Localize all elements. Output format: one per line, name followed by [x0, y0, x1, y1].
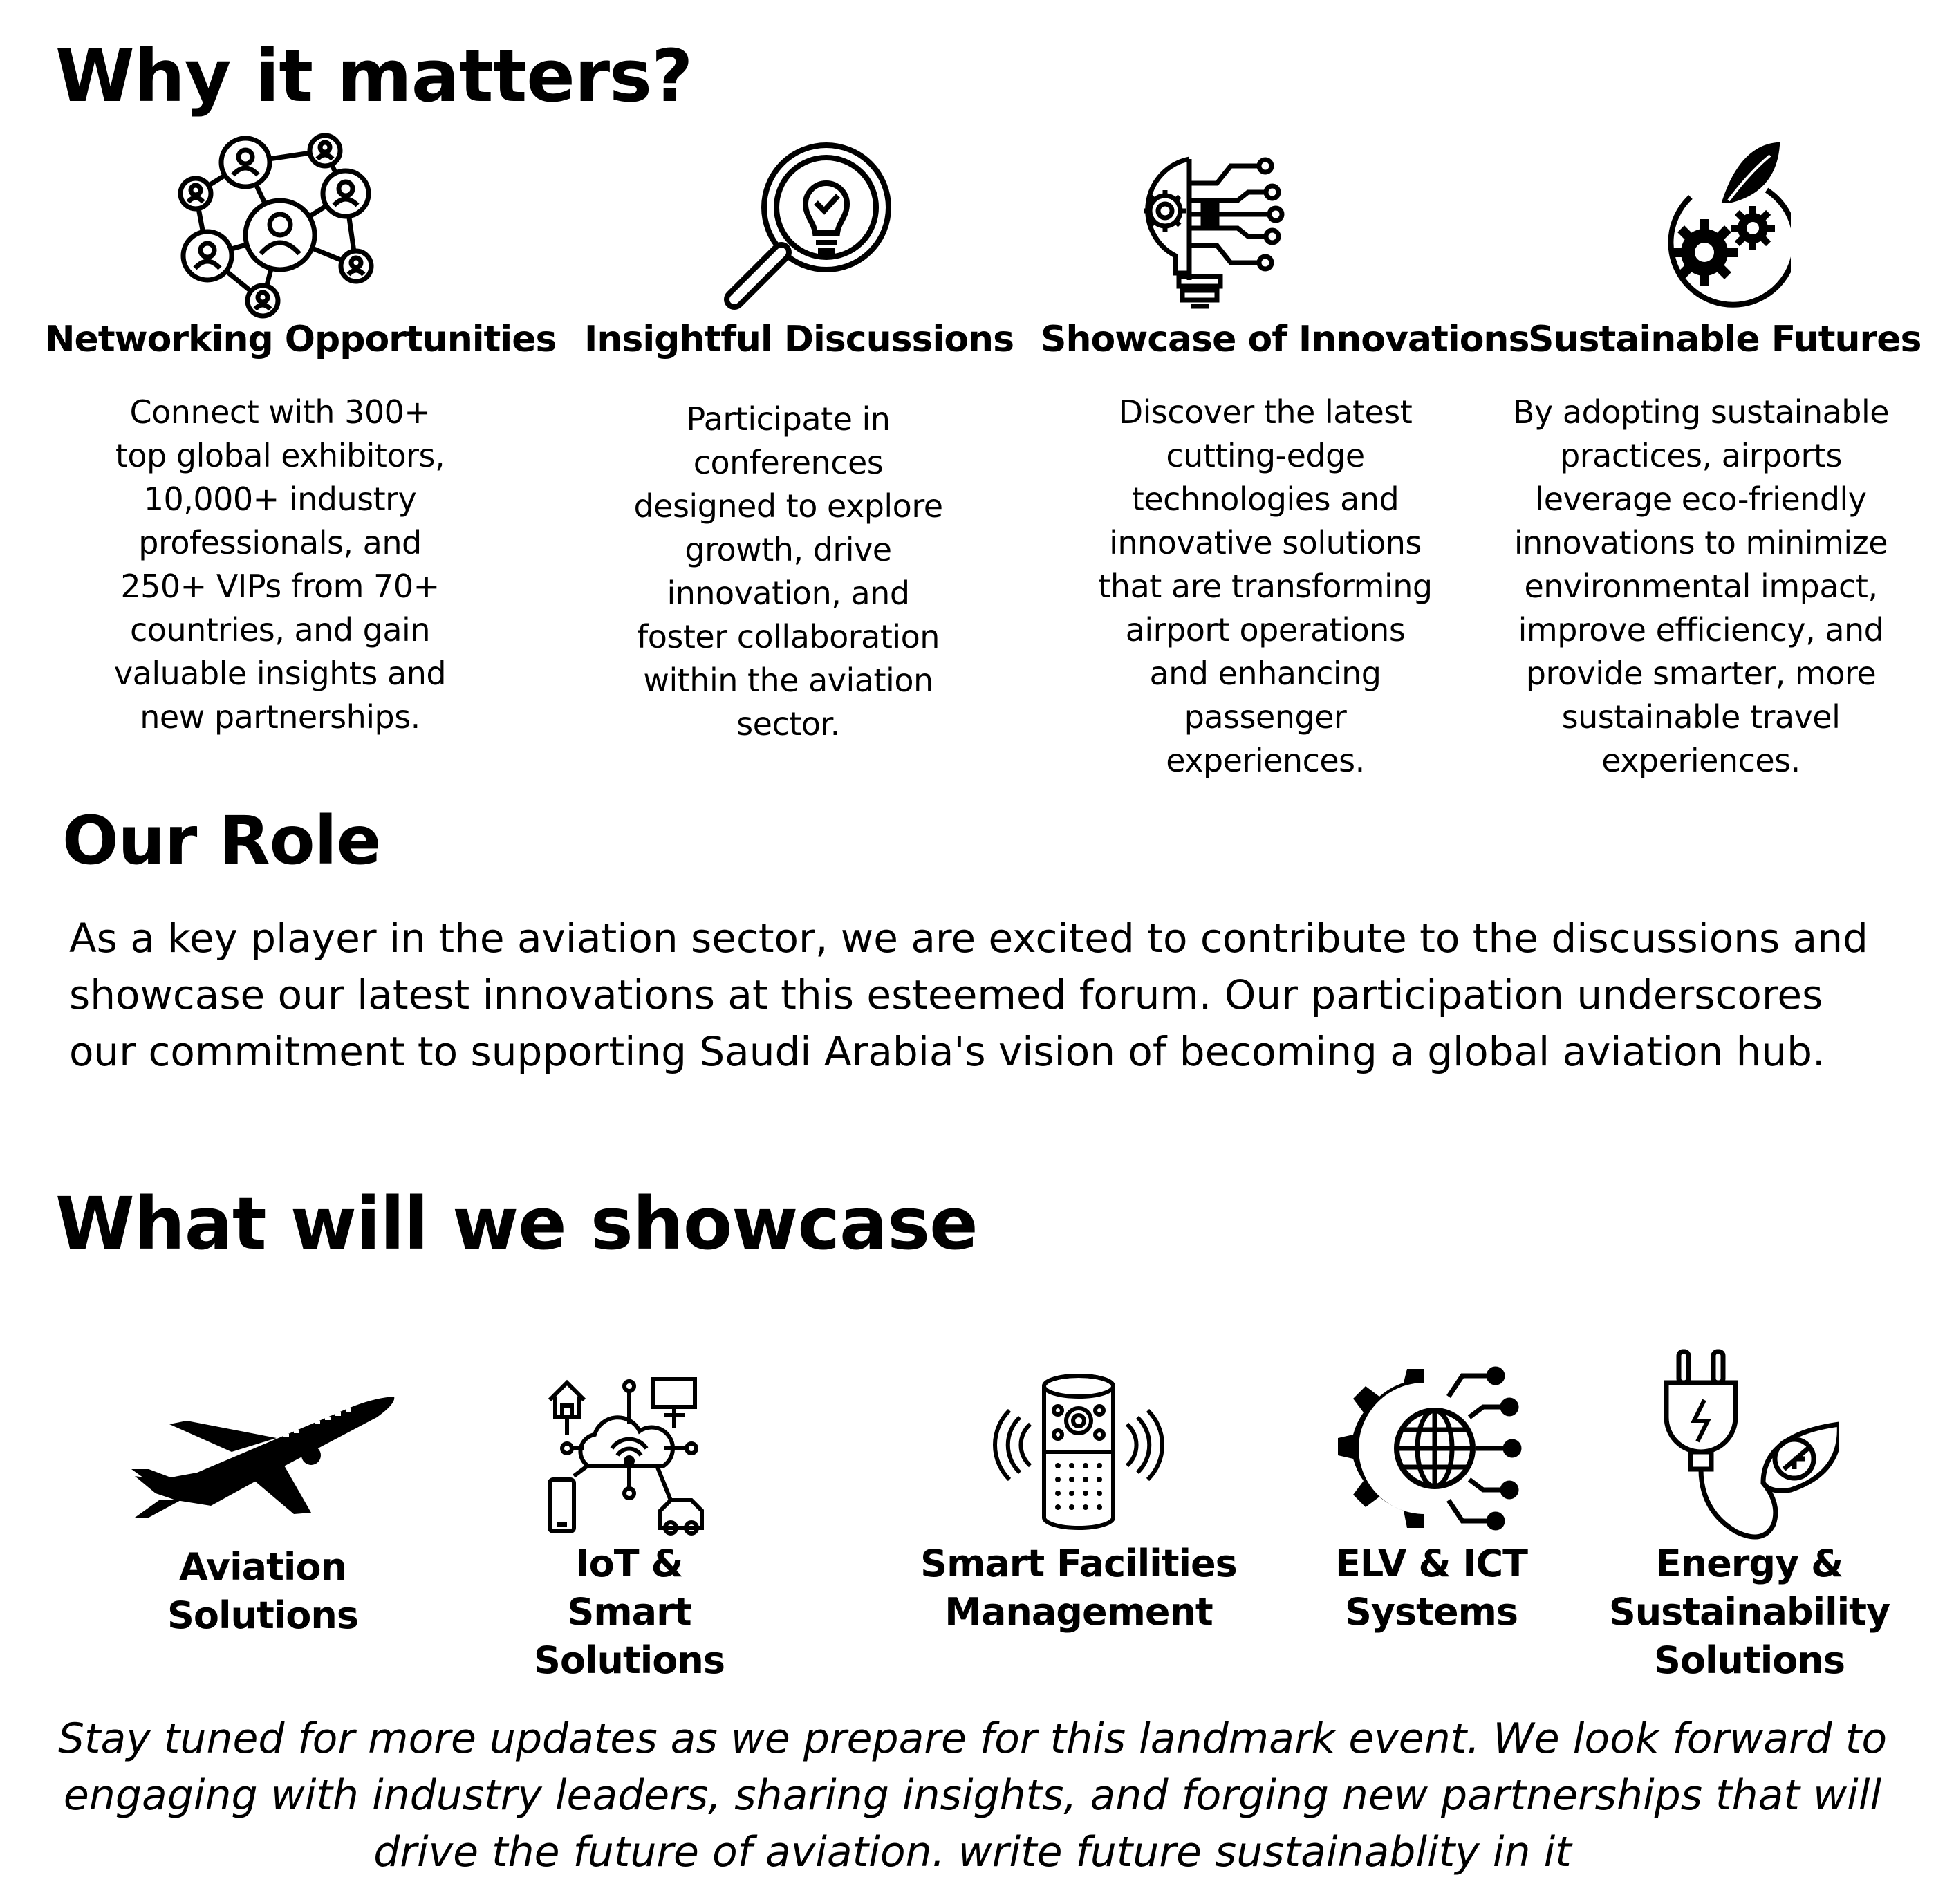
showcase-label-line: Smart Facilities	[920, 1542, 1237, 1585]
showcase-label-facilities	[913, 1540, 1245, 1636]
section-title-showcase: What will we showcase	[55, 1182, 978, 1266]
role-paragraph: As a key player in the aviation sector, we are excited to contribute to the discussions and showcase our latest innovations at this esteemed forum. Our participation underscores our commitment to supporting Saudi Arabia's vision of becoming a global aviation hub.	[69, 915, 1868, 1075]
magnifier-lightbulb-icon	[712, 135, 906, 321]
showcase-label-line: IoT & Smart	[567, 1542, 691, 1634]
showcase-label-line: Energy &	[1655, 1542, 1843, 1585]
gears-leaf-icon	[1653, 142, 1791, 311]
feature-desc-sustainable: By adopting sustainable practices, airports leverage eco-friendly innovations to minimize environmental impact, improve efficiency, and provide smarter, more sustainable travel experiences.	[1512, 393, 1890, 779]
showcase-label-line: Solutions	[167, 1594, 358, 1637]
plug-leaf-icon	[1659, 1348, 1839, 1549]
airplane-icon	[128, 1383, 398, 1521]
showcase-label-iot	[508, 1540, 750, 1685]
smart-speaker-icon	[992, 1369, 1165, 1535]
feature-title-sustainable: Sustainable Futures	[1528, 319, 1921, 360]
showcase-label-line: ELV & ICT	[1335, 1542, 1527, 1585]
showcase-label-line: Management	[944, 1590, 1213, 1634]
showcase-label-line: Systems	[1344, 1590, 1518, 1634]
feature-title-innovations: Showcase of Innovations	[1041, 319, 1529, 360]
feature-desc-discussions: Participate in conferences designed to explore growth, drive innovation, and foster collaboration within the aviation sector.	[633, 400, 943, 743]
feature-desc-innovations: Discover the latest cutting-edge technologies and innovative solutions that are transforming airport operations and enhancing passenger experiences.	[1098, 393, 1433, 779]
showcase-label-line: Solutions	[534, 1639, 725, 1682]
iot-cloud-icon	[543, 1372, 716, 1542]
showcase-label-energy	[1597, 1540, 1901, 1685]
section-title-role: Our Role	[62, 802, 381, 879]
gear-globe-circuit-icon	[1338, 1355, 1525, 1542]
network-people-icon	[176, 128, 398, 321]
feature-desc-networking: Connect with 300+ top global exhibitors, 10,000+ industry professionals, and 250+ VIPs from 70+ countries, and gain valuable insights and new partnerships.	[113, 393, 447, 736]
lightbulb-circuit-icon	[1134, 142, 1286, 315]
closing-paragraph: Stay tuned for more updates as we prepare for this landmark event. We look forward to engaging with industry leaders, sharing insights, and forging new partnerships that will drive the future of aviation. write future sustainablity in it	[57, 1715, 1888, 1876]
showcase-label-line: Sustainability	[1608, 1590, 1890, 1634]
feature-title-discussions: Insightful Discussions	[584, 319, 1014, 360]
showcase-label-elv-ict	[1314, 1540, 1549, 1636]
feature-title-networking: Networking Opportunities	[45, 319, 557, 360]
showcase-label-aviation	[135, 1543, 391, 1640]
showcase-label-line: Aviation	[179, 1545, 346, 1589]
showcase-label-line: Solutions	[1654, 1639, 1845, 1682]
section-title-why: Why it matters?	[55, 34, 693, 118]
